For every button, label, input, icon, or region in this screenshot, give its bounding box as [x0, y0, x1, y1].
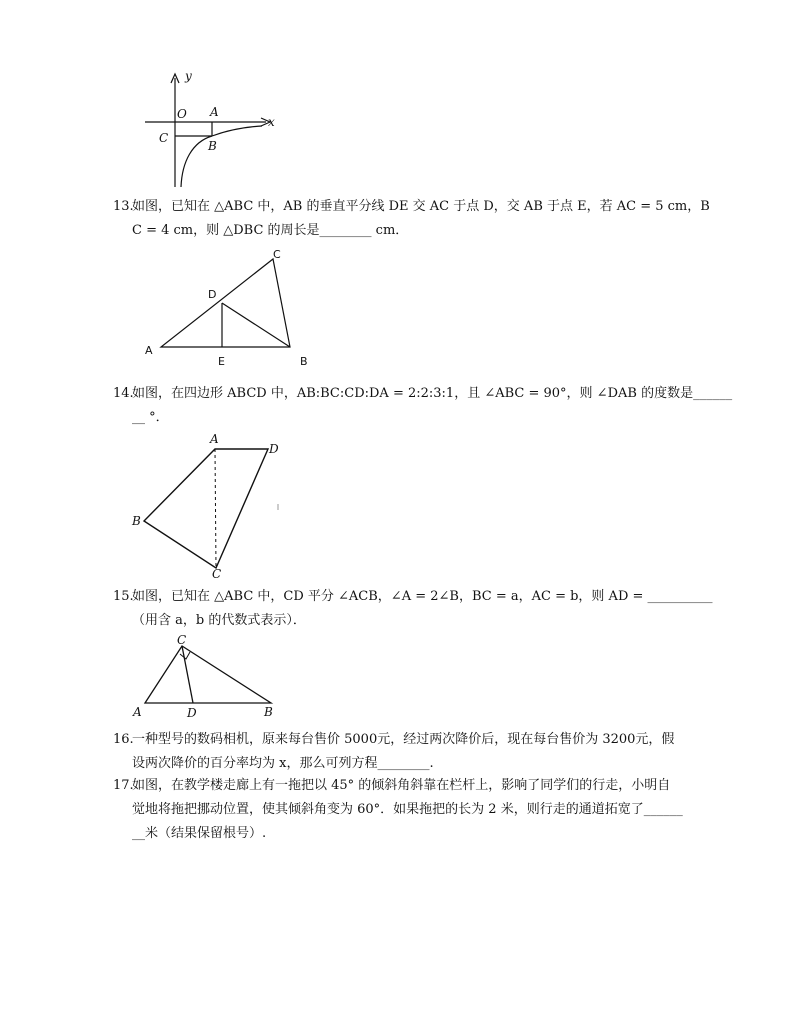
question-text-line: 觉地将拖把挪动位置，使其倾斜角变为 60°．如果拖把的长为 2 米，则行走的通道拓宽了______ — [132, 802, 683, 817]
point-d-label: D — [208, 288, 217, 301]
figure-12-hyperbola — [140, 70, 280, 190]
figure-14-quadrilateral — [128, 432, 288, 580]
question-number: 15. — [113, 589, 134, 604]
x-axis-label: x — [268, 115, 275, 129]
question-text-line: 如图，在四边形 ABCD 中，AB:BC:CD:DA = 2:2:3:1，且 ∠ABC = 90°，则 ∠DAB 的度数是______ — [132, 386, 733, 401]
point-e-label: E — [218, 355, 225, 368]
point-c-label: C — [177, 633, 187, 647]
figure-15-triangle — [128, 632, 288, 722]
question-text-line: 如图，已知在 △ABC 中，CD 平分 ∠ACB，∠A = 2∠B，BC = a，AC = b，则 AD = __________ — [132, 589, 713, 604]
y-axis-label: y — [185, 69, 192, 83]
point-b-label: B — [300, 355, 308, 368]
question-text-line: 一种型号的数码相机，原来每台售价 5000元，经过两次降价后，现在每台售价为 3200元，假 — [132, 732, 675, 747]
question-number: 17. — [113, 778, 134, 793]
question-number: 14. — [113, 386, 134, 401]
point-d-label: D — [269, 442, 279, 456]
question-text-line: __ °． — [132, 410, 169, 425]
question-text-line: （用含 a，b 的代数式表示）． — [132, 613, 306, 628]
question-text-line: __米（结果保留根号）. — [132, 826, 267, 841]
point-c-label: C — [212, 567, 222, 581]
point-b-label: B — [264, 705, 273, 719]
figure-13-triangle — [140, 245, 320, 370]
question-number: 13. — [113, 199, 134, 214]
point-c-label: C — [159, 131, 169, 145]
question-text-line: C = 4 cm，则 △DBC 的周长是________ cm． — [132, 223, 409, 238]
point-a-label: A — [210, 105, 219, 119]
question-text-line: 如图，在教学楼走廊上有一拖把以 45° 的倾斜角斜靠在栏杆上，影响了同学们的行走，小明自 — [132, 778, 671, 793]
point-a-label: A — [145, 344, 153, 357]
origin-label: O — [177, 107, 187, 121]
question-text-line: 如图，已知在 △ABC 中，AB 的垂直平分线 DE 交 AC 于点 D，交 AB 于点 E，若 AC = 5 cm，B — [132, 199, 710, 214]
point-b-label: B — [132, 514, 141, 528]
question-number: 16. — [113, 732, 134, 747]
point-c-label: C — [273, 248, 281, 261]
point-a-label: A — [210, 432, 219, 446]
point-b-label: B — [208, 139, 217, 153]
point-d-label: D — [187, 706, 197, 720]
question-text-line: 设两次降价的百分率均为 x，那么可列方程________. — [132, 756, 434, 771]
point-a-label: A — [133, 705, 142, 719]
